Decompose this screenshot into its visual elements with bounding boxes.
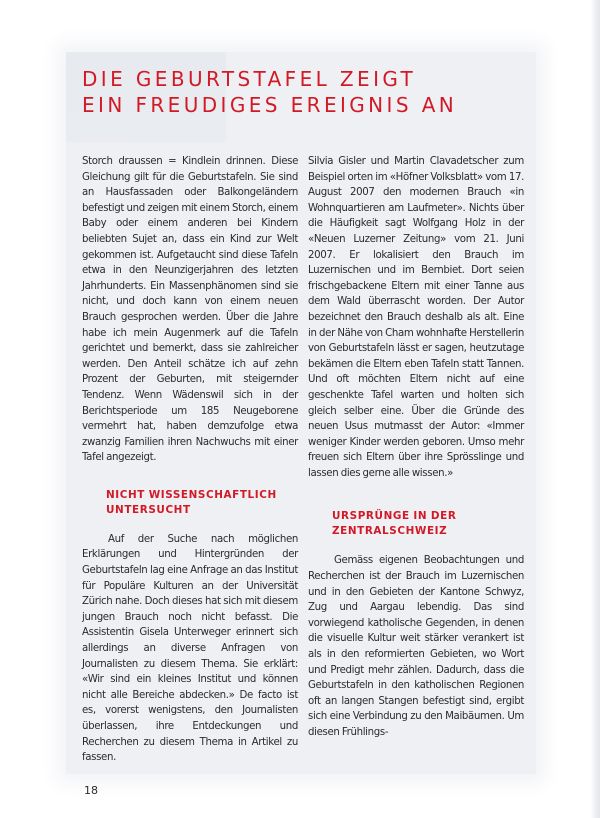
left-subheading: NICHT WISSENSCHAFTLICH UNTERSUCHT [106, 488, 277, 516]
page-number: 18 [84, 783, 98, 797]
article-columns [82, 154, 536, 766]
article-title-line-1: DIE GEBURTSTAFEL ZEIGT [82, 67, 417, 91]
right-column [308, 154, 524, 741]
article-title-line-2: EIN FREUDIGES EREIGNIS AN [82, 93, 458, 117]
right-paragraph-1: Silvia Gisler und Martin Clavadetscher zum Beispiel orten im «Höfner Volksblatt» vom 17. August 2007 den modernen Brauch «in Wohnquartieren am Laufmeter». Nichts über die Häufigkeit sagt Wolfgang Holz in der «Neuen Luzerner Zeitung» vom 21. Juni 2007. Er lokalisiert den Brauch im Luzernischen und im Bernbiet. Dort seien frischgebackene Eltern mit einer Tanne aus dem Wald überrascht worden. Der Autor bezeichnet den Brauch deshalb als alt. Eine in der Nähe von Cham wohnhafte Herstellerin von Geburtstafeln lässt er sagen, heutzutage bekämen die Eltern eben Tafeln statt Tannen. Und oft möchten Eltern nicht auf eine geschenkte Tafel warten und holten sich gleich selber eine. Über die Gründe des neuen Usus mutmasst der Autor: «Immer weniger Kinder werden geboren. Umso mehr freuen sich Eltern über ihre Sprösslinge und lassen dies gerne alle wissen.» [308, 156, 524, 479]
right-subheading: URSPRÜNGE IN DER ZENTRALSCHWEIZ [332, 510, 457, 538]
left-paragraph-2: Auf der Suche nach möglichen Erklärungen und Hintergründen der Geburtstafeln lag eine Anfrage an das Institut für Populäre Kulturen an der Universität Zürich nahe. Doch dieses hat sich mit diesem jungen Brauch noch nicht befasst. Die Assistentin Gisela Unterweger erinnert sich allerdings an diverse Anfragen von Journalisten zu diesem Thema. Sie erklärt: «Wir sind ein kleines Institut und können nicht alle Bereiche abdecken.» De facto ist es, vorerst wenigstens, den Journalisten überlassen, ihre Entdeckungen und Recherchen zu diesem Thema in Artikel zu fassen. [82, 533, 298, 764]
left-column [82, 154, 298, 766]
page-footer [0, 766, 600, 818]
article-title [82, 66, 536, 118]
right-paragraph-2: Gemäss eigenen Beobachtungen und Recherchen ist der Brauch im Luzernischen und in den Gebieten der Kantone Schwyz, Zug und Aargau lebendig. Das sind vorwiegend katholische Gegenden, in denen die visuelle Kultur weit stärker verankert ist als in den reformierten Gebieten, wo Wort und Predigt mehr zählen. Dadurch, dass die Geburtstafeln in den katholischen Regionen oft an langen Stangen befestigt sind, ergibt sich eine Verbindung zu den Maibäumen. Um diesen Frühlings- [308, 555, 524, 738]
left-paragraph-1: Storch draussen = Kindlein drinnen. Diese Gleichung gilt für die Geburtstafeln. Sie sind an Hausfassaden oder Balkongeländern befestigt und zeigen mit einem Storch, einem Baby oder einem anderen bei Kindern beliebten Sujet an, dass ein Kind zur Welt gekommen ist. Aufgetaucht sind diese Tafeln etwa in den Neunzigerjahren des letzten Jahrhunderts. Ein Massenphänomen sind sie nicht, und doch kann von einem neuen Brauch gesprochen werden. Über die Jahre habe ich mein Augenmerk auf die Tafeln gerichtet und bemerkt, dass sie zahlreicher werden. Den Anteil schätze ich auf zehn Prozent der Geburten, mit steigernder Tendenz. Wenn Wädenswil sich in der Berichtsperiode um 185 Neugeborene vermehrt hat, haben demzufolge etwa zwanzig Familien ihren Nachwuchs mit einer Tafel angezeigt. [82, 156, 298, 464]
